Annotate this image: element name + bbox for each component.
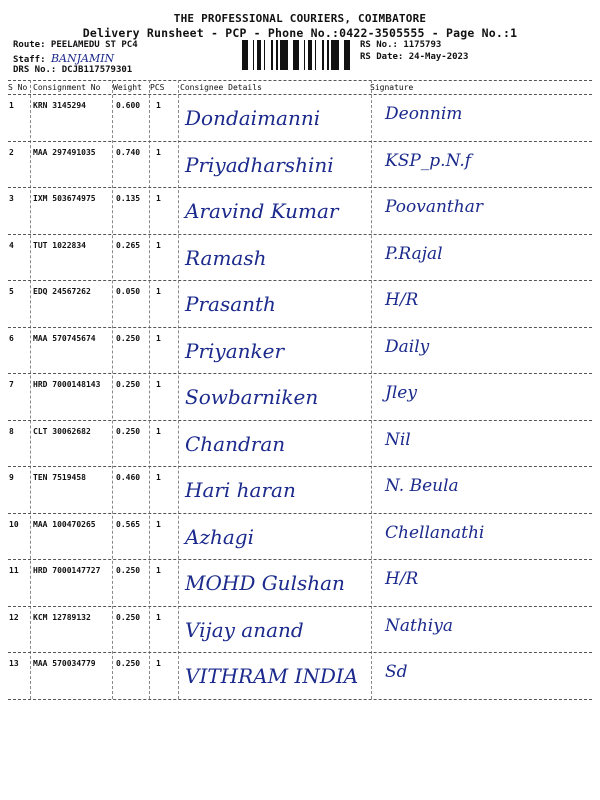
row-consignment-no: CLT 30062682 bbox=[33, 426, 91, 436]
staff-name: BANJAMIN bbox=[50, 52, 115, 65]
row-consignment-no: KRN 3145294 bbox=[33, 101, 86, 110]
row-signature-handwriting: KSP_p.N.f bbox=[385, 150, 472, 171]
row-pcs: 1 bbox=[156, 287, 161, 296]
row-consignment-no: IXM 503674975 bbox=[33, 194, 96, 203]
row-signature-handwriting: Daily bbox=[385, 336, 430, 357]
row-consignee-handwriting: Priyanker bbox=[185, 338, 285, 363]
row-sno: 6 bbox=[9, 333, 14, 343]
row-pcs: 1 bbox=[156, 426, 161, 436]
row-weight: 0.250 bbox=[116, 426, 141, 436]
row-pcs: 1 bbox=[156, 333, 161, 343]
rs-number: RS No.: 1175793 bbox=[360, 40, 442, 50]
row-weight: 0.250 bbox=[116, 333, 141, 343]
row-consignment-no: MAA 100470265 bbox=[33, 519, 96, 529]
company-title: THE PROFESSIONAL COURIERS, COIMBATORE bbox=[173, 12, 427, 25]
row-weight: 0.565 bbox=[116, 519, 141, 529]
row-sno: 13 bbox=[9, 659, 19, 668]
row-sno: 2 bbox=[9, 147, 14, 157]
row-consignee-handwriting: Prasanth bbox=[185, 292, 276, 316]
row-weight: 0.250 bbox=[116, 380, 141, 389]
row-pcs: 1 bbox=[156, 380, 161, 389]
row-pcs: 1 bbox=[156, 519, 161, 529]
row-consignee-handwriting: Chandran bbox=[185, 431, 286, 456]
header-consignment-no: Consignment No bbox=[33, 83, 101, 92]
barcode-bar bbox=[347, 40, 350, 70]
row-pcs: 1 bbox=[156, 101, 161, 110]
row-rule bbox=[8, 373, 592, 374]
barcode-bar bbox=[253, 40, 254, 70]
row-consignee-handwriting: Azhagi bbox=[185, 524, 254, 549]
row-consignee-handwriting: VITHRAM INDIA bbox=[185, 664, 359, 688]
row-weight: 0.460 bbox=[116, 473, 141, 482]
row-consignment-no: EDQ 24567262 bbox=[33, 287, 91, 296]
row-sno: 7 bbox=[9, 380, 14, 389]
barcode-bar bbox=[276, 40, 278, 70]
row-consignee-handwriting: Priyadharshini bbox=[185, 152, 334, 177]
barcode-icon bbox=[242, 40, 354, 70]
row-sno: 10 bbox=[9, 519, 19, 529]
staff-label: Staff: bbox=[13, 55, 46, 65]
barcode-bar bbox=[296, 40, 299, 70]
barcode-bar bbox=[331, 40, 334, 70]
row-weight: 0.740 bbox=[116, 147, 141, 157]
row-signature-handwriting: Sd bbox=[385, 662, 408, 682]
row-signature-handwriting: Deonnim bbox=[385, 104, 463, 124]
row-sno: 9 bbox=[9, 473, 14, 482]
header-rule bbox=[8, 94, 592, 95]
row-rule bbox=[8, 280, 592, 281]
barcode-bar bbox=[283, 40, 285, 70]
barcode-bar bbox=[264, 40, 265, 70]
row-pcs: 1 bbox=[156, 659, 161, 668]
header-sno: S No bbox=[8, 83, 28, 92]
barcode-bar bbox=[304, 40, 305, 70]
row-rule bbox=[8, 466, 592, 467]
drs-number: DRS No.: DCJB117579301 bbox=[13, 65, 133, 75]
row-sno: 4 bbox=[9, 240, 14, 250]
header-weight: Weight bbox=[113, 83, 142, 92]
barcode-bar bbox=[322, 40, 324, 70]
staff-row bbox=[13, 52, 114, 65]
row-consignment-no: MAA 570034779 bbox=[33, 659, 96, 668]
row-consignee-handwriting: Aravind Kumar bbox=[185, 199, 339, 223]
route-label: Route: PEELAMEDU ST PC4 bbox=[13, 40, 138, 50]
row-rule bbox=[8, 606, 592, 607]
row-signature-handwriting: P.Rajal bbox=[385, 243, 443, 264]
row-signature-handwriting: H/R bbox=[385, 290, 419, 310]
header-signature: Signature bbox=[370, 83, 414, 92]
barcode-bar bbox=[280, 40, 283, 70]
row-signature-handwriting: Nathiya bbox=[385, 615, 453, 636]
row-pcs: 1 bbox=[156, 147, 161, 157]
row-consignee-handwriting: Hari haran bbox=[185, 478, 296, 502]
barcode-bar bbox=[334, 40, 336, 70]
row-rule bbox=[8, 187, 592, 188]
row-pcs: 1 bbox=[156, 194, 161, 203]
row-signature-handwriting: Poovanthar bbox=[385, 197, 483, 217]
row-consignment-no: KCM 12789132 bbox=[33, 612, 91, 622]
row-rule bbox=[8, 559, 592, 560]
row-pcs: 1 bbox=[156, 566, 161, 575]
row-sno: 12 bbox=[9, 612, 19, 622]
barcode-bar bbox=[344, 40, 347, 70]
barcode-bar bbox=[271, 40, 273, 70]
barcode-bar bbox=[260, 40, 261, 70]
row-consignment-no: HRD 7000147727 bbox=[33, 566, 101, 575]
barcode-bar bbox=[257, 40, 260, 70]
barcode-bar bbox=[242, 40, 245, 70]
row-consignment-no: HRD 7000148143 bbox=[33, 380, 101, 389]
row-weight: 0.250 bbox=[116, 659, 141, 668]
row-sno: 1 bbox=[9, 101, 14, 110]
row-consignee-handwriting: Vijay anand bbox=[185, 617, 304, 642]
row-sno: 3 bbox=[9, 194, 14, 203]
row-consignment-no: MAA 297491035 bbox=[33, 147, 96, 157]
table-top-rule bbox=[8, 80, 592, 81]
row-pcs: 1 bbox=[156, 473, 161, 482]
row-pcs: 1 bbox=[156, 240, 161, 250]
row-consignee-handwriting: Sowbarniken bbox=[185, 385, 319, 409]
row-consignee-handwriting: MOHD Gulshan bbox=[185, 571, 345, 595]
row-rule bbox=[8, 513, 592, 514]
rs-date: RS Date: 24-May-2023 bbox=[360, 52, 469, 62]
barcode-bar bbox=[308, 40, 311, 70]
row-consignment-no: TEN 7519458 bbox=[33, 473, 86, 482]
row-consignment-no: TUT 1022834 bbox=[33, 240, 86, 250]
barcode-bar bbox=[327, 40, 329, 70]
header-consignee-details: Consignee Details bbox=[180, 83, 262, 92]
row-weight: 0.250 bbox=[116, 612, 141, 622]
row-consignee-handwriting: Ramash bbox=[185, 245, 267, 270]
row-consignment-no: MAA 570745674 bbox=[33, 333, 96, 343]
row-rule bbox=[8, 141, 592, 142]
row-rule bbox=[8, 234, 592, 235]
barcode-bar bbox=[285, 40, 288, 70]
barcode-bar bbox=[315, 40, 316, 70]
row-weight: 0.135 bbox=[116, 194, 141, 203]
row-rule bbox=[8, 327, 592, 328]
barcode-bar bbox=[293, 40, 296, 70]
row-signature-handwriting: Nil bbox=[385, 429, 411, 450]
row-weight: 0.265 bbox=[116, 240, 141, 250]
row-rule bbox=[8, 420, 592, 421]
barcode-bar bbox=[311, 40, 312, 70]
barcode-bar bbox=[336, 40, 339, 70]
barcode-bar bbox=[245, 40, 248, 70]
row-rule bbox=[8, 699, 592, 700]
row-signature-handwriting: H/R bbox=[385, 569, 419, 589]
row-sno: 11 bbox=[9, 566, 19, 575]
runsheet-title: Delivery Runsheet - PCP - Phone No.:0422-3505555 - Page No.:1 bbox=[82, 26, 518, 40]
row-consignee-handwriting: Dondaimanni bbox=[185, 106, 321, 130]
row-sno: 5 bbox=[9, 287, 14, 296]
row-weight: 0.050 bbox=[116, 287, 141, 296]
row-pcs: 1 bbox=[156, 612, 161, 622]
row-weight: 0.250 bbox=[116, 566, 141, 575]
header-pcs: PCS bbox=[150, 83, 165, 92]
row-signature-handwriting: Jley bbox=[385, 383, 417, 403]
row-sno: 8 bbox=[9, 426, 14, 436]
row-signature-handwriting: N. Beula bbox=[385, 476, 459, 496]
row-weight: 0.600 bbox=[116, 101, 141, 110]
row-signature-handwriting: Chellanathi bbox=[385, 522, 485, 543]
row-rule bbox=[8, 652, 592, 653]
